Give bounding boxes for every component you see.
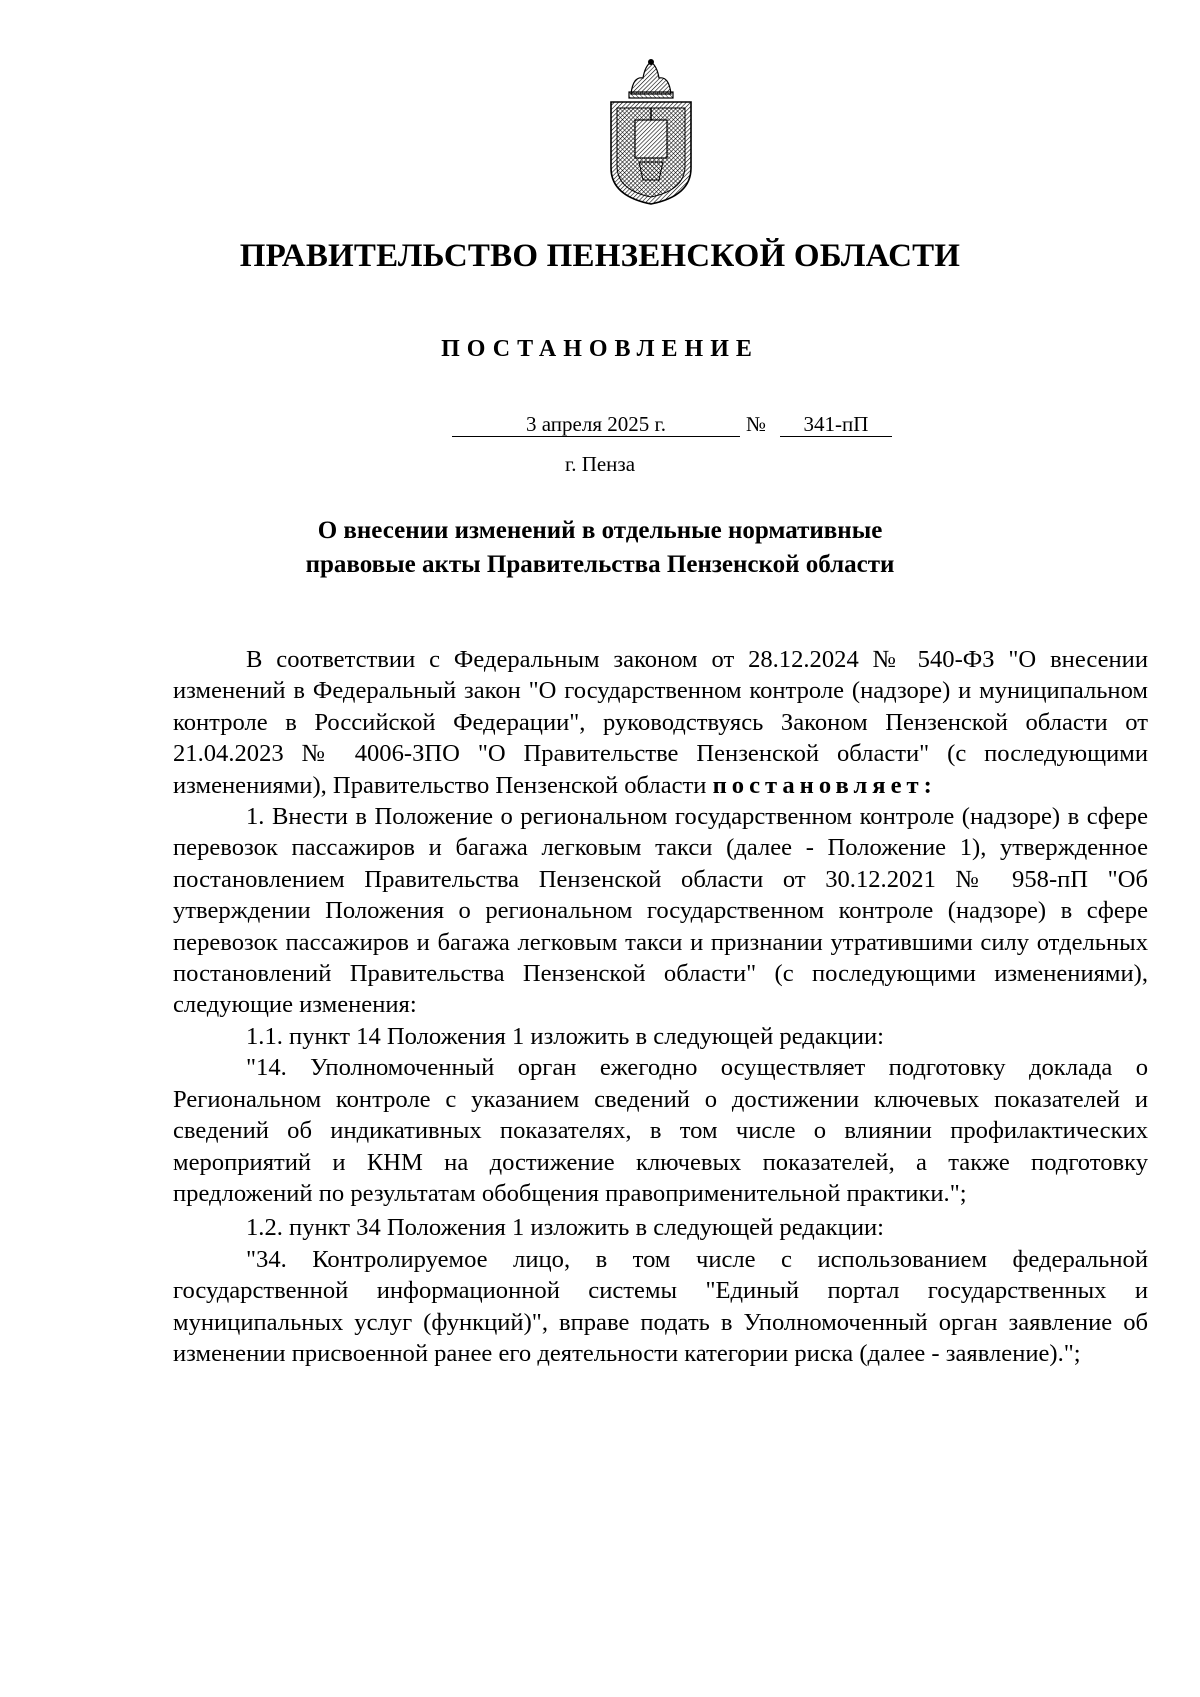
date-number-line bbox=[0, 412, 1200, 442]
paragraph-1: 1. Внести в Положение о региональном государственном контроле (надзоре) в сфере перевозок пассажиров и багажа легковым такси (далее - Положение 1), утвержденное постановлением Правительства Пензенской области от 30.12.2021 № 958-пП "Об утверждении Положения о региональном государственном контроле (надзоре) в сфере перевозок пассажиров и багажа легковым такси и признании утратившими силу отдельных постановлений Правительства Пензенской области" (с последующими изменениями), следующие изменения: bbox=[173, 803, 1148, 1019]
document-subject bbox=[0, 514, 1200, 582]
subject-line-2: правовые акты Правительства Пензенской области bbox=[305, 551, 895, 578]
resolves-word: постановляет: bbox=[712, 771, 937, 799]
preamble-paragraph bbox=[173, 644, 1148, 801]
coat-of-arms-emblem bbox=[603, 58, 699, 206]
city: г. Пенза bbox=[564, 452, 636, 476]
paragraph-1-2: 1.2. пункт 34 Положения 1 изложить в следующей редакции: bbox=[246, 1214, 884, 1242]
preamble-text: В соответствии с Федеральным законом от 28.12.2024 № 540-ФЗ "О внесении изменений в Федеральный закон "О государственном контроле (надзоре) и муниципальном контроле в Российской Федерации", руководствуясь Законом Пензенской области от 21.04.2023 № 4006-ЗПО "О Правительстве Пензенской области" (с последующими изменениями), Правительство Пензенской области bbox=[173, 646, 1148, 799]
paragraph-1-1-text: "14. Уполномоченный орган ежегодно осуществляет подготовку доклада о Региональном контроле с указанием сведений о достижении ключевых показателей и сведений об индикативных показателях, в том числе о влиянии профилактических мероприятий и КНМ на достижение ключевых показателей, а также подготовку предложений по результатам обобщения правоприменительной практики."; bbox=[173, 1054, 1148, 1207]
paragraph-1-1: 1.1. пункт 14 Положения 1 изложить в следующей редакции: bbox=[246, 1022, 884, 1050]
document-body bbox=[173, 644, 1148, 1369]
number-sign: № bbox=[746, 412, 767, 436]
document-number: 341-пП bbox=[780, 412, 892, 437]
subject-line-1: О внесении изменений в отдельные нормативные bbox=[317, 517, 883, 544]
document-date: 3 апреля 2025 г. bbox=[452, 412, 740, 437]
document-type: ПОСТАНОВЛЕНИЕ bbox=[441, 336, 759, 362]
paragraph-1-2-text: "34. Контролируемое лицо, в том числе с использованием федеральной государственной информационной системы "Единый портал государственных и муниципальных услуг (функций)", вправе подать в Уполномоченный орган заявление об изменении присвоенной ранее его деятельности категории риска (далее - заявление)."; bbox=[173, 1245, 1148, 1367]
organization-title: ПРАВИТЕЛЬСТВО ПЕНЗЕНСКОЙ ОБЛАСТИ bbox=[239, 238, 961, 274]
